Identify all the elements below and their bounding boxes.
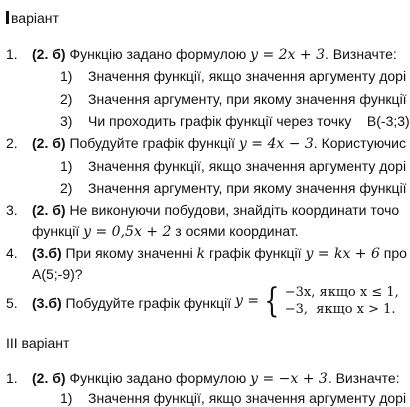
task-points: (2. б): [32, 46, 66, 62]
subitem-text: Значення функції, якщо значення аргументу дорі: [88, 68, 407, 84]
variant-heading: III варіант: [6, 335, 70, 351]
task-text-after: . Визначте:: [327, 370, 400, 386]
subitem-number: 3): [60, 113, 73, 129]
task-number: 4.: [6, 245, 18, 261]
subitem-number: 1): [60, 158, 73, 174]
task-variable: k: [196, 246, 206, 262]
task-text-after: . Користуючис: [313, 135, 406, 151]
subitem-text: Значення функції, якщо значення аргументу дорі: [88, 390, 407, 406]
task-formula: y = −x + 3: [250, 371, 328, 387]
variant-heading-text: варіант: [11, 10, 59, 26]
subitem-number: 1): [60, 68, 73, 84]
task-number: 3.: [6, 202, 18, 218]
task-number: 1.: [6, 46, 18, 62]
subitem-number: 2): [60, 180, 73, 196]
task-points: (2. б): [32, 202, 66, 218]
task-number: 5.: [6, 295, 18, 311]
subitem-text: Значення аргументу, при якому значення функції: [88, 91, 407, 107]
task-formula: y = 4x − 3: [238, 136, 314, 152]
task-text-after: з осями координат.: [175, 223, 299, 239]
task-text-after: про: [383, 245, 407, 261]
task-text: функції: [32, 223, 80, 239]
task-number: 1.: [6, 370, 18, 386]
task-5: [0, 281, 404, 321]
task-text: Не виконуючи побудови, знайдіть координати точо: [69, 202, 400, 218]
subitem-text: Значення функції, якщо значення аргументу дорі: [88, 158, 407, 174]
task-text: Побудуйте графік функції: [65, 295, 232, 311]
brace-glyph: {: [264, 281, 280, 321]
subitem-number: 2): [60, 91, 73, 107]
task-text: Функцію задано формулою: [69, 370, 247, 386]
subitem-text: Значення аргументу, при якому значення функції: [88, 180, 407, 196]
task-text: При якому значенні: [65, 245, 193, 261]
task-3-line-2: [32, 222, 404, 241]
task-points: (3.б): [32, 295, 62, 311]
task-points: (2. б): [32, 370, 66, 386]
piecewise-formula: [235, 281, 399, 321]
task-number: 2.: [6, 135, 18, 151]
task-points: (3.б): [32, 245, 62, 261]
task-4-line-2: A(5;-9)?: [32, 266, 83, 282]
task-text-after: . Визначте:: [324, 46, 397, 62]
formula-case-1: −3x, якщо x ≤ 1,: [284, 285, 399, 300]
task-points: (2. б): [32, 135, 66, 151]
task-formula: y = 2x + 3: [250, 47, 325, 63]
formula-case-2: −3, якщо x > 1.: [284, 302, 396, 317]
heading-marker: [6, 11, 9, 24]
task-text: графік функції: [208, 245, 302, 261]
task-text: Функцію задано формулою: [69, 46, 247, 62]
subitem-text: Чи проходить графік функції через точку B(-3;3): [88, 113, 410, 129]
formula-lhs: y =: [235, 293, 260, 309]
variant-heading: [6, 10, 59, 26]
task-formula: y = 0,5x + 2: [83, 224, 172, 240]
task-text: Побудуйте графік функції: [69, 135, 236, 151]
subitem-number: 1): [60, 390, 73, 406]
task-formula: y = kx + 6: [305, 246, 380, 262]
